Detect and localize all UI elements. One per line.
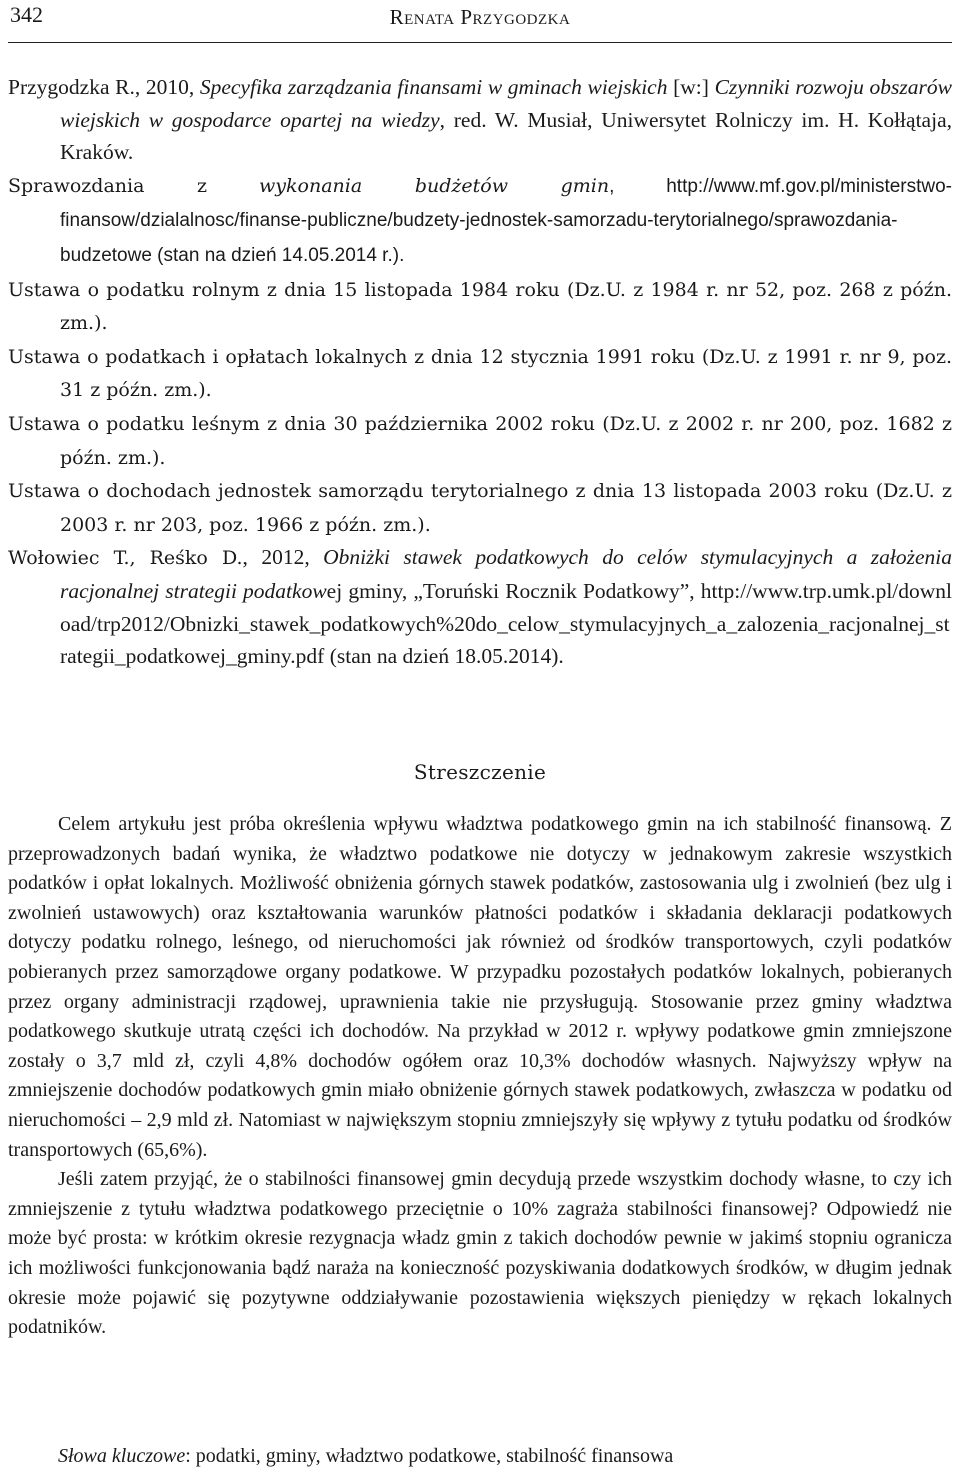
- ref-year: , 2012,: [242, 545, 310, 570]
- ref-title: wykonania budżetów gmin: [259, 174, 610, 197]
- ref-url: , http://www.mf.gov.pl/ministerstwo-finansow/dzialalnosc/finanse-publiczne/budzety-jednostek-samorzadu-terytorialnego/sprawozdania-budzetowe (stan na dzień 14.05.2014 r.).: [60, 175, 953, 266]
- ref-title: Obniżki stawek podatkowych do celów stymulacyjnych a założenia racjonalnej strategii podatkow: [60, 545, 953, 603]
- ref-book-title: Czynniki rozwoju obszarów wiejskich w gospodarce opartej na wiedzy: [60, 75, 952, 132]
- ref-journal: „Toruński Rocznik Podatkowy”,: [413, 578, 695, 603]
- ref-text: Ustawa o podatkach i opłatach lokalnych z dnia 12 stycznia 1991 roku (Dz.U. z 1991 r. nr 9, poz. 31 z późn. zm.).: [8, 345, 952, 402]
- page-number: 342: [10, 2, 43, 27]
- reference-wolowiec: [8, 541, 952, 672]
- keywords-label: Słowa kluczowe: [58, 1445, 186, 1467]
- ref-text: Ustawa o dochodach jednostek samorządu terytorialnego z dnia 13 listopada 2003 roku (Dz.U. z 2003 r. nr 203, poz. 1966 z późn. zm.).: [8, 480, 952, 536]
- ref-access-date: (stan na dzień 18.05.2014).: [329, 644, 564, 669]
- ref-authors: Przygodzka R., 2010,: [8, 75, 195, 99]
- reference-przygodzka: [8, 71, 952, 169]
- ref-authors: Wołowiec T., Reśko D.: [8, 547, 243, 570]
- ref-text: Ustawa o podatku leśnym z dnia 30 października 2002 roku (Dz.U. z 2002 r. nr 200, poz. 1682 z późn. zm.).: [8, 412, 952, 469]
- ref-in: [w:]: [673, 75, 709, 99]
- reference-ustawa-dochody: [8, 474, 952, 541]
- abstract-paragraph: Jeśli zatem przyjąć, że o stabilności finansowej gmin decydują przede wszystkim dochody własne, to czy ich zmniejszenie z tytułu władztwa podatkowego przeciętnie o 10% zagraża stabilności finansowej? Odpowiedź nie może być prosta: w krótkim okresie rezygnacja władz gmin z takich dochodów pewnie w jakimś stopniu ogranicza ich możliwości funkcjonowania bądź naraża na konieczność pozyskiwania dodatkowych środków, w długim jednak okresie może pojawić się pozytywne oddziaływanie pozostawienia większych pieniędzy w rękach lokalnych podatników.: [8, 1168, 952, 1339]
- page-header: [8, 0, 952, 43]
- ref-url-link[interactable]: http://www.trp.umk.pl/download/trp2012/Obnizki_stawek_podatkowych%20do_celow_stymulacyjnych_a_zalozenia_racjonalnej_strategii_podatkowej_gminy.pdf: [60, 578, 953, 669]
- ref-text: Ustawa o podatku rolnym z dnia 15 listopada 1984 roku (Dz.U. z 1984 r. nr 52, poz. 268 z późn. zm.).: [8, 278, 952, 335]
- reference-sprawozdania: [8, 169, 952, 273]
- ref-title-tail: ej gminy,: [326, 578, 408, 603]
- keywords-text: podatki, gminy, władztwo podatkowe, stabilność finansowa: [190, 1445, 674, 1467]
- bibliography: [8, 71, 952, 673]
- abstract-heading: Streszczenie: [413, 760, 547, 784]
- abstract-paragraph: Celem artykułu jest próba określenia wpływu władztwa podatkowego gmin na ich stabilność finansową. Z przeprowadzonych badań wynika, że władztwo podatkowe nie dotyczy w jednakowym zakresie wszystkich podatków i opłat lokalnych. Możliwość obniżenia górnych stawek podatków, zastosowania ulg i zwolnień (bez ulg i zwolnień ustawowych) oraz kształtowania warunków płatności podatków i składania deklaracji podatkowych dotyczy podatku rolnego, leśnego, od nieruchomości jak również od środków transportowych, czyli podatków pobieranych przez samorządowe organy podatkowe. W przypadku pozostałych podatków lokalnych, pobieranych przez organy administracji rządowej, uprawnienia takie nie przysługują. Stosowanie przez gminy władztwa podatkowego skutkuje utratą części ich dochodów. Na przykład w 2012 r. wpływy podatkowe gmin zmniejszone zostały o 3,7 mld zł, czyli 4,8% dochodów ogółem oraz 10,3% dochodów własnych. Najwyższy wpływ na zmniejszenie dochodów podatkowych gmin miało obniżenie górnych stawek podatkowych, zwłaszcza w podatku od nieruchomości – 2,9 mld zł. Natomiast w największym stopniu zmniejszyły się wpływy z tytułu podatku od środków transportowych (65,6%).: [8, 813, 952, 1161]
- reference-ustawa-lesny: [8, 407, 952, 474]
- reference-ustawa-rolny: [8, 273, 952, 340]
- ref-title: Specyfika zarządzania finansami w gminach wiejskich: [199, 75, 668, 99]
- reference-ustawa-lokalne: [8, 340, 952, 407]
- keywords-colon: :: [185, 1445, 191, 1467]
- ref-publisher: , red. W. Musiał, Uniwersytet Rolniczy im. H. Kołłątaja, Kraków.: [60, 107, 952, 165]
- running-head: Renata Przygodzka: [389, 5, 571, 29]
- abstract-body: [8, 810, 952, 1343]
- ref-lead: Sprawozdania z: [8, 174, 208, 197]
- keywords: [58, 1442, 673, 1471]
